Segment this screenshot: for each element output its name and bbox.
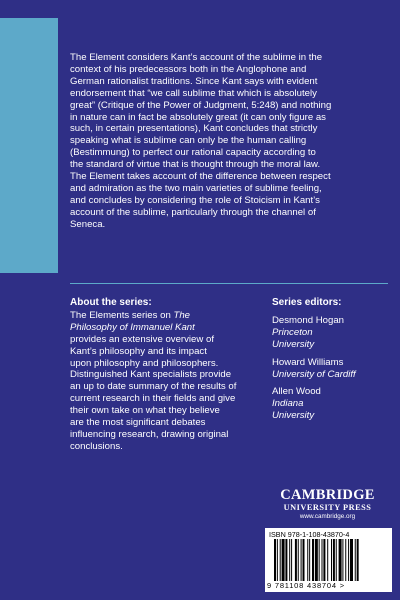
publisher-subtitle: UNIVERSITY PRESS [283, 503, 372, 512]
about-line: provides an extensive overview of [70, 333, 214, 345]
barcode-bar [280, 539, 281, 581]
barcode-bar [295, 539, 297, 581]
barcode-bar [350, 539, 353, 581]
barcode-bar [319, 539, 320, 581]
barcode-bar [285, 539, 287, 581]
barcode-bar [309, 539, 310, 581]
barcode-bar [331, 539, 332, 581]
barcode-bar [357, 539, 359, 581]
about-line: conclusions. [70, 440, 123, 452]
barcode-bar [336, 539, 337, 581]
publisher-url: www.cambridge.org [299, 513, 356, 520]
series-title-part: The [173, 309, 190, 321]
about-line: Kant’s philosophy and its impact [70, 345, 207, 357]
about-line: their own take on what they believe [70, 405, 220, 417]
editor-name: Desmond Hogan [272, 314, 344, 326]
editor-institution: Princeton [272, 326, 313, 338]
about-series [70, 297, 265, 453]
editor-institution: University of Cardiff [272, 368, 356, 380]
blurb-line: The Element considers Kant’s account of the sublime in the [70, 52, 323, 63]
about-line: upon philosophy and philosophers. [70, 357, 219, 369]
blurb-line: and concludes by considering the role of Stoicism in Kant’s [70, 194, 320, 206]
barcode-bar [274, 539, 276, 581]
blurb-line: the standard of virtue that is thought through the moral law. [70, 159, 321, 171]
about-line: influencing research, drawing original [70, 428, 229, 440]
blurb-line: speaking what is sublime can only be the human calling [70, 135, 307, 147]
about-heading: About the series: [70, 297, 152, 308]
blurb-line: account of the sublime, particularly through the channel of [70, 206, 316, 218]
blurb-line: German rationalist traditions. Since Kant says with evident [70, 75, 318, 87]
editor-entry [272, 357, 392, 381]
barcode-bar [315, 539, 318, 581]
blurb-line: endorsement that “we call sublime that which is absolutely [70, 87, 317, 99]
about-line: Distinguished Kant specialists provide [70, 369, 232, 381]
blurb-line: (Bestimmung) to perfect our rational capacity according to [70, 147, 316, 159]
barcode-digits: 9 781108 438704 > [267, 581, 345, 590]
editor-institution: Indiana [272, 398, 304, 410]
book-blurb [70, 52, 388, 231]
blurb-line: context of his predecessors both in the Anglophone and [70, 63, 307, 75]
blurb-line: great” (Critique of the Power of Judgment, 5:248) and nothing [70, 99, 332, 111]
barcode-bar [291, 539, 292, 581]
barcode-bar [277, 539, 278, 581]
barcode-bar [333, 539, 335, 581]
barcode-bar [348, 539, 349, 581]
editor-entry [272, 386, 392, 422]
editor-name: Allen Wood [272, 386, 321, 398]
barcode-bar [355, 539, 356, 581]
barcode-bar [327, 539, 328, 581]
series-title: Philosophy of Immanuel Kant [70, 321, 195, 333]
barcode-bar [339, 539, 342, 581]
about-line: current research in their fields and give [70, 393, 236, 405]
about-line: are the most significant debates [70, 417, 206, 429]
barcode-icon [274, 539, 384, 581]
barcode-bar [342, 539, 343, 581]
barcode-bar [322, 539, 323, 581]
editors-heading: Series editors: [272, 297, 342, 308]
blurb-line: The Element takes account of the difference between respect [70, 171, 331, 183]
editor-institution: University [272, 338, 315, 350]
about-series-title-line [70, 322, 265, 334]
editor-institution: University [272, 410, 315, 422]
blurb-line: Seneca. [70, 218, 106, 230]
accent-bar [0, 18, 58, 273]
blurb-line: and admiration as the two main varieties of sublime feeling, [70, 182, 322, 194]
publisher-name: CAMBRIDGE [280, 487, 375, 503]
barcode-bar [298, 539, 299, 581]
barcode-bar [282, 539, 285, 581]
barcode-bar [289, 539, 290, 581]
divider-rule [70, 283, 388, 284]
barcode-bar [301, 539, 302, 581]
barcode-bar [345, 539, 346, 581]
blurb-line: in nature can in fact be absolutely great (it can only figure as [70, 111, 326, 123]
barcode-bar [303, 539, 305, 581]
series-editors [272, 297, 392, 422]
blurb-line: such, in certain presentations), Kant concludes that strictly [70, 123, 318, 135]
barcode-bar [323, 539, 325, 581]
editor-entry [272, 315, 392, 351]
editor-name: Howard Williams [272, 356, 344, 368]
isbn-label: ISBN 978-1-108-43870-4 [269, 530, 350, 539]
about-intro-line [70, 310, 265, 322]
barcode-bar [307, 539, 308, 581]
about-line: an up to date summary of the results of [70, 381, 237, 393]
about-intro: The Elements series on [70, 309, 174, 321]
barcode-bar [312, 539, 314, 581]
isbn-barcode-box [265, 528, 392, 592]
publisher-logo [265, 488, 390, 521]
